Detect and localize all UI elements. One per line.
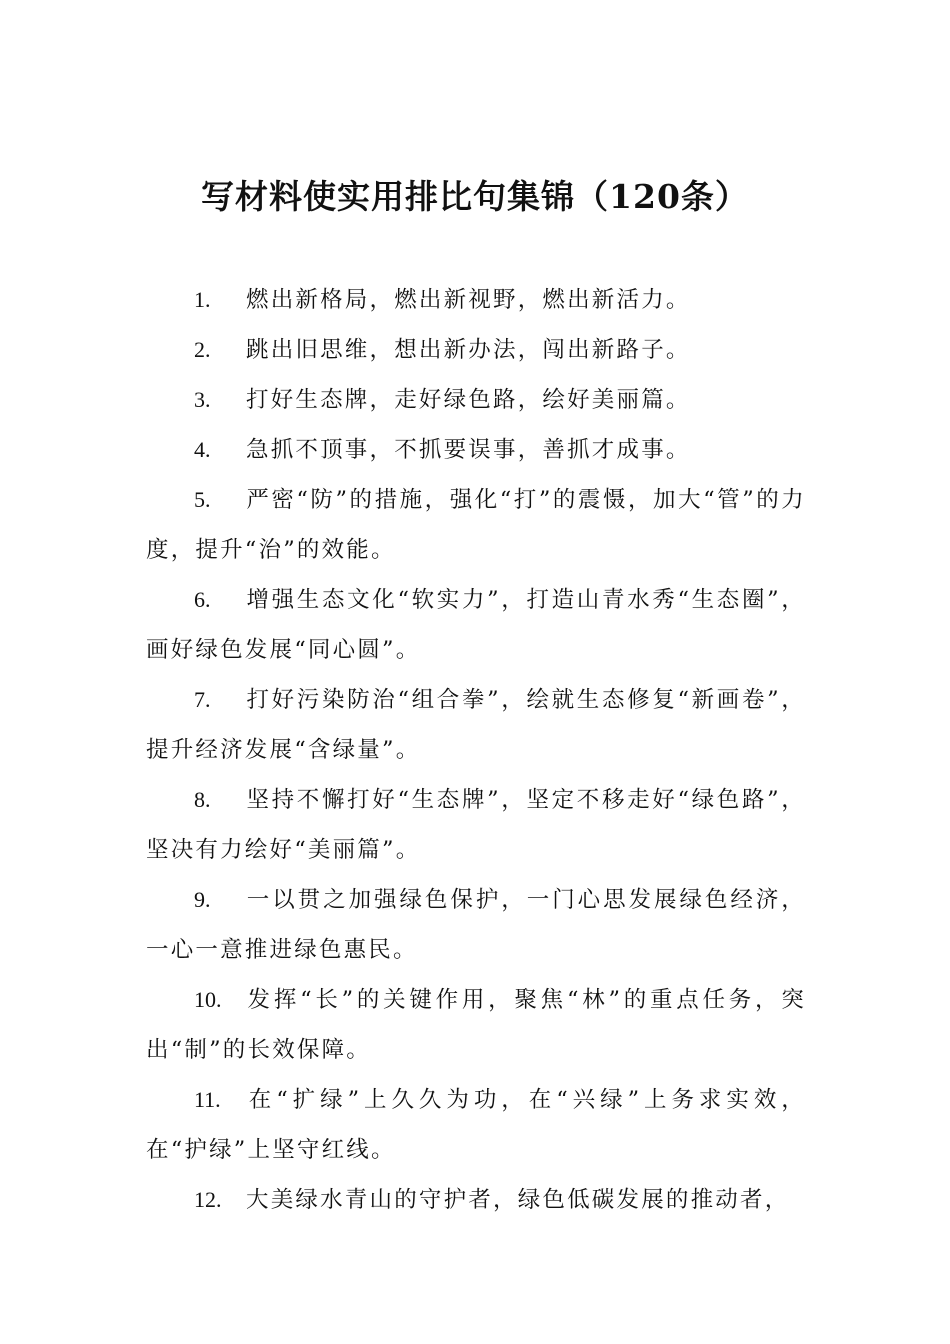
item-number: 9. bbox=[194, 887, 211, 912]
list-item bbox=[146, 875, 806, 975]
item-number: 6. bbox=[194, 587, 211, 612]
list-item bbox=[146, 1175, 806, 1225]
list-item bbox=[146, 275, 806, 325]
item-text: 发挥“长”的关键作用，聚焦“林”的重点任务，突出“制”的长效保障。 bbox=[146, 987, 806, 1063]
item-text: 一以贯之加强绿色保护，一门心思发展绿色经济，一心一意推进绿色惠民。 bbox=[146, 887, 806, 963]
item-text: 增强生态文化“软实力”，打造山青水秀“生态圈”，画好绿色发展“同心圆”。 bbox=[146, 587, 806, 663]
item-text: 打好污染防治“组合拳”，绘就生态修复“新画卷”，提升经济发展“含绿量”。 bbox=[146, 687, 806, 763]
item-text: 跳出旧思维，想出新办法，闯出新路子。 bbox=[246, 337, 691, 363]
list-item bbox=[146, 775, 806, 875]
item-number: 1. bbox=[194, 287, 211, 312]
item-number: 11. bbox=[194, 1087, 221, 1112]
list-item bbox=[146, 425, 806, 475]
item-text: 在“扩绿”上久久为功，在“兴绿”上务求实效，在“护绿”上坚守红线。 bbox=[146, 1087, 806, 1163]
document-body bbox=[146, 275, 806, 1225]
item-text: 急抓不顶事，不抓要误事，善抓才成事。 bbox=[246, 437, 691, 463]
item-number: 5. bbox=[194, 487, 211, 512]
list-item bbox=[146, 375, 806, 425]
item-number: 4. bbox=[194, 437, 211, 462]
document-title: 写材料使实用排比句集锦（120条） bbox=[201, 177, 749, 216]
item-text: 燃出新格局，燃出新视野，燃出新活力。 bbox=[246, 287, 691, 313]
item-text: 严密“防”的措施，强化“打”的震慑，加大“管”的力度，提升“治”的效能。 bbox=[146, 487, 806, 563]
list-item bbox=[146, 325, 806, 375]
item-number: 7. bbox=[194, 687, 211, 712]
list-item bbox=[146, 1075, 806, 1175]
item-number: 3. bbox=[194, 387, 211, 412]
item-number: 2. bbox=[194, 337, 211, 362]
item-text: 打好生态牌，走好绿色路，绘好美丽篇。 bbox=[246, 387, 691, 413]
list-item bbox=[146, 575, 806, 675]
item-number: 12. bbox=[194, 1187, 222, 1212]
item-number: 8. bbox=[194, 787, 211, 812]
list-item bbox=[146, 675, 806, 775]
item-text: 大美绿水青山的守护者，绿色低碳发展的推动者， bbox=[246, 1187, 790, 1213]
item-number: 10. bbox=[194, 987, 222, 1012]
list-item bbox=[146, 975, 806, 1075]
list-item bbox=[146, 475, 806, 575]
item-text: 坚持不懈打好“生态牌”，坚定不移走好“绿色路”，坚决有力绘好“美丽篇”。 bbox=[146, 787, 806, 863]
